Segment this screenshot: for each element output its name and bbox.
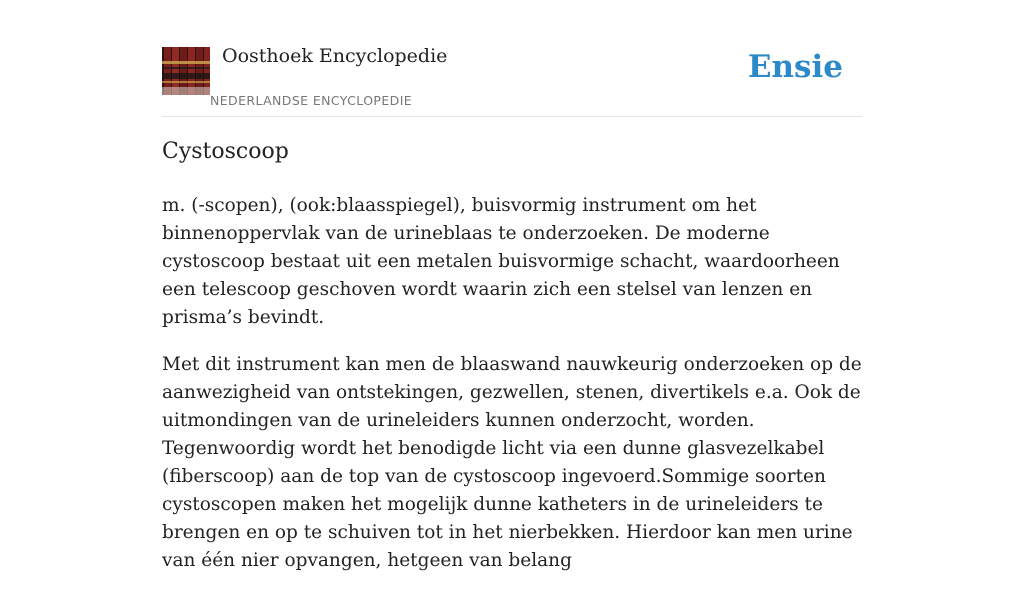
site-header	[162, 0, 862, 117]
article-paragraph: Met dit instrument kan men de blaaswand nauwkeurig onderzoeken op de aanwezigheid van ontstekingen, gezwellen, stenen, divertikels e.a. Ook de uitmondingen van de urineleiders kunnen onderzocht, worden. Tegenwoordig wordt het benodigde licht via een dunne glasvezelkabel (fiberscoop) aan de top van de cystoscoop ingevoerd.Sommige soorten cystoscopen maken het mogelijk dunne katheters in de urineleiders te brengen en op te schuiven tot in het nierbekken. Hierdoor kan men urine van één nier opvangen, hetgeen van belang	[162, 354, 862, 571]
site-subtitle: NEDERLANDSE ENCYCLOPEDIE	[210, 93, 413, 108]
article-title: Cystoscoop	[162, 139, 289, 164]
main-content	[162, 0, 862, 571]
site-title-link[interactable]: Oosthoek Encyclopedie	[222, 45, 448, 67]
brand-logo-link[interactable]: Ensie	[747, 49, 843, 85]
article-body	[162, 192, 862, 594]
book-spines-icon[interactable]	[162, 47, 210, 95]
article-paragraph: m. (-scopen), (ook:blaasspiegel), buisvormig instrument om het binnenoppervlak van de urineblaas te onderzoeken. De moderne cystoscoop bestaat uit een metalen buisvormige schacht, waardoorheen een telescoop geschoven wordt waarin zich een stelsel van lenzen en prisma’s bevindt.	[162, 195, 840, 328]
